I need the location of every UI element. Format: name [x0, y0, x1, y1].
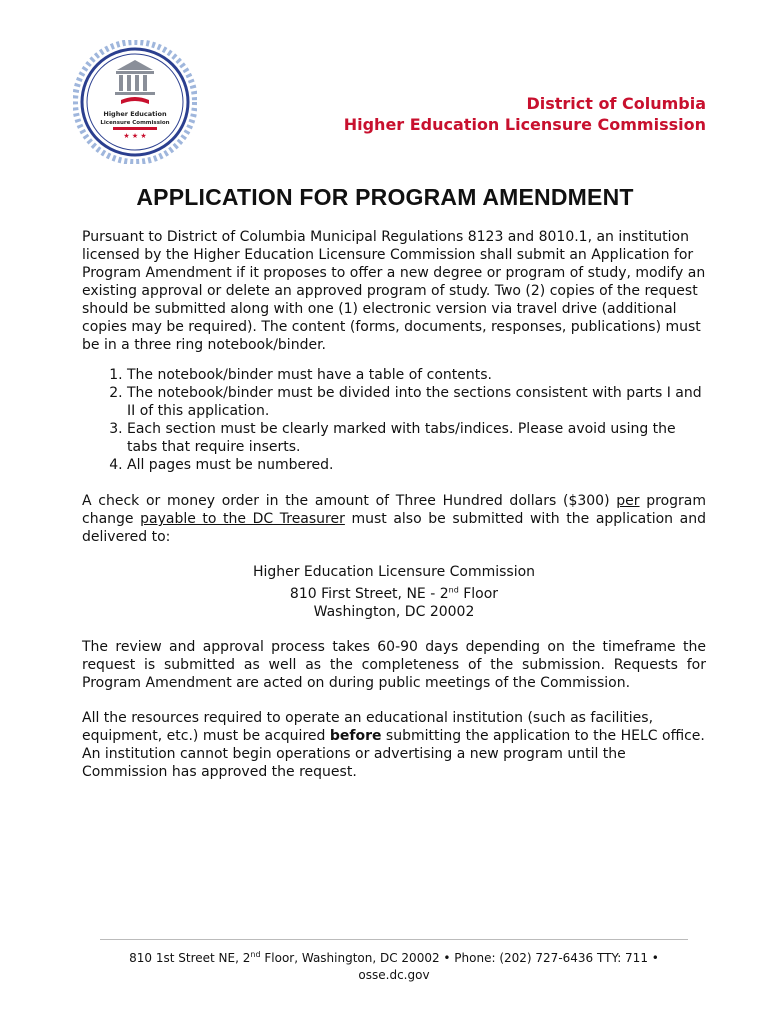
- address-line-2: 810 First Street, NE - 2nd Floor: [289, 585, 499, 602]
- list-item: 2. The notebook/binder must be divided into the sections consistent with parts I and II of this application.: [127, 384, 706, 420]
- list-item: 3. Each section must be clearly marked with tabs/indices. Please avoid using the tabs that require inserts.: [127, 420, 706, 456]
- intro-paragraph: Pursuant to District of Columbia Municipal Regulations 8123 and 8010.1, an institution licensed by the Higher Education Licensure Commission shall submit an Application for Program Amendment if it proposes to offer a new degree or program of study, modify an existing approval or delete an approved program of study. Two (2) copies of the request should be submitted along with one (1) electronic version via travel drive (additional copies may be required). The content (forms, documents, responses, publications) must be in a three ring notebook/binder.: [82, 229, 706, 353]
- page-title: APPLICATION FOR PROGRAM AMENDMENT: [136, 184, 634, 210]
- document-body: [82, 228, 706, 781]
- page-footer: [90, 946, 698, 984]
- address-line-1: Higher Education Licensure Commission: [252, 564, 536, 580]
- payment-payable: payable to the DC Treasurer: [140, 511, 345, 527]
- mailing-address: [82, 563, 706, 621]
- resources-emphasis: before: [329, 727, 382, 744]
- footer-website: osse.dc.gov: [358, 968, 430, 982]
- helc-seal-logo: [73, 40, 197, 164]
- payment-text: A check or money order in the amount of Three Hundred dollars ($300): [82, 493, 617, 509]
- payment-paragraph: [82, 492, 706, 546]
- resources-text: All the resources required to operate an educational institution (such as facilities, equipment, etc.) must be acquired: [82, 709, 654, 744]
- org-line-2: Higher Education Licensure Commission: [343, 115, 706, 134]
- requirements-list: [82, 366, 706, 474]
- svg-text:Licensure Commission: Licensure Commission: [100, 120, 170, 126]
- resources-text: submitting the application to the HELC office. An institution cannot begin operations or advertising a new program until the Commission has approved the request.: [82, 727, 705, 780]
- org-line-1: District of Columbia: [526, 94, 706, 113]
- list-item: 4. All pages must be numbered.: [127, 456, 706, 474]
- footer-divider: [100, 939, 688, 940]
- payment-text: must also be submitted with the application and delivered to:: [82, 511, 706, 545]
- resources-paragraph: [82, 709, 706, 781]
- list-item: 1. The notebook/binder must have a table of contents.: [127, 366, 706, 384]
- review-paragraph: The review and approval process takes 60-90 days depending on the timeframe the request is submitted as well as the completeness of the submission. Requests for Program Amendment are acted on during public meetings of the Commission.: [82, 638, 706, 691]
- footer-line-1: 810 1st Street NE, 2nd Floor, Washington, DC 20002 • Phone: (202) 727-6436 TTY: 711 •: [129, 950, 659, 965]
- address-line-3: Washington, DC 20002: [313, 603, 475, 620]
- organization-name: [344, 93, 706, 135]
- svg-text:Higher Education: Higher Education: [103, 110, 167, 118]
- payment-text: program change: [82, 493, 706, 527]
- svg-text:★ ★ ★: ★ ★ ★: [123, 132, 147, 140]
- payment-per: per: [616, 493, 640, 509]
